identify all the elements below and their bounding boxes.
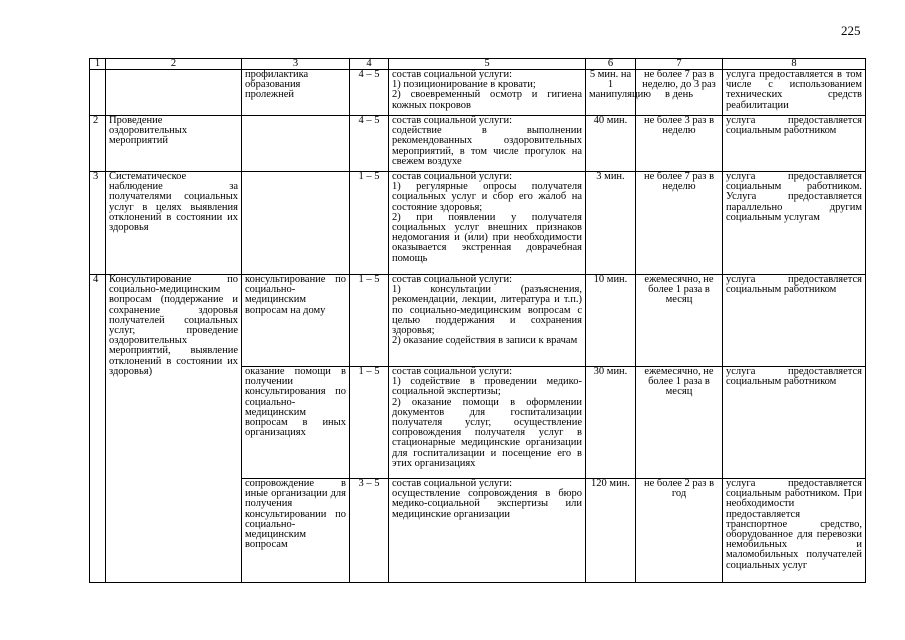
term: 3 – 5: [350, 479, 389, 583]
conditions: услуга предоставляется социальным работником: [723, 116, 866, 172]
header-cell: 4: [350, 59, 389, 70]
header-cell: 7: [636, 59, 723, 70]
sub-service: консультирование по социально-медицинским вопросам на дому: [242, 275, 350, 367]
duration: 40 мин.: [586, 116, 636, 172]
table-row: [90, 70, 866, 116]
service-content: состав социальной услуги: 1) позиционирование в кровати; 2) своевременный осмотр и гигиена кожных покровов: [389, 70, 586, 116]
term: 1 – 5: [350, 367, 389, 479]
service-content: состав социальной услуги: 1) содействие в проведении медико-социальной экспертизы; 2) оказание помощи в оформлении документов для госпитализации получателя услуг, осуществление сопровождения получателя услуг в стационарные медицинские организации для госпитализации и посещение его в этих организациях: [389, 367, 586, 479]
sub-service: профилактика образования пролежней: [242, 70, 350, 116]
service-name: [106, 70, 242, 116]
row-number: 2: [90, 116, 106, 172]
sub-service: оказание помощи в получении консультирования по социально-медицинским вопросам в иных организациях: [242, 367, 350, 479]
duration: 30 мин.: [586, 367, 636, 479]
conditions: услуга предоставляется социальным работником: [723, 275, 866, 367]
header-row: [90, 59, 866, 70]
conditions: услуга предоставляется социальным работником. Услуга предоставляется параллельно другим социальным услугам: [723, 172, 866, 275]
service-content: состав социальной услуги: 1) консультации (разъяснения, рекомендации, лекции, литература и т.п.) по социально-медицинским вопросам с целью поддержания и сохранения здоровья; 2) оказание содействия в записи к врачам: [389, 275, 586, 367]
sub-service: [242, 116, 350, 172]
periodicity: не более 2 раз в год: [636, 479, 723, 583]
sub-service: [242, 172, 350, 275]
duration: 10 мин.: [586, 275, 636, 367]
service-content: состав социальной услуги: содействие в выполнении рекомендованных оздоровительных мероприятий, в том числе прогулок на свежем воздухе: [389, 116, 586, 172]
service-name: Систематическое наблюдение за получателями социальных услуг в целях выявления отклонений в состоянии их здоровья: [106, 172, 242, 275]
duration: 120 мин.: [586, 479, 636, 583]
periodicity: ежемесячно, не более 1 раза в месяц: [636, 275, 723, 367]
term: 4 – 5: [350, 116, 389, 172]
periodicity: не более 7 раз в неделю, до 3 раз в день: [636, 70, 723, 116]
term: 4 – 5: [350, 70, 389, 116]
row-number: 4: [90, 275, 106, 583]
periodicity: не более 7 раз в неделю: [636, 172, 723, 275]
row-number: [90, 70, 106, 116]
table-row: [90, 172, 866, 275]
row-number: 3: [90, 172, 106, 275]
duration: 5 мин. на 1 манипуляцию: [586, 70, 636, 116]
header-cell: 1: [90, 59, 106, 70]
periodicity: ежемесячно, не более 1 раза в месяц: [636, 367, 723, 479]
page-number: 225: [841, 23, 861, 38]
header-cell: 2: [106, 59, 242, 70]
conditions: услуга предоставляется социальным работником. При необходимости предоставляется транспортное средство, оборудованное для перевозки немобильных и маломобильных получателей социальных услуг: [723, 479, 866, 583]
header-cell: 6: [586, 59, 636, 70]
table-row: [90, 275, 866, 367]
sub-service: сопровождение в иные организации для получения консультировании по социально-медицинским вопросам: [242, 479, 350, 583]
periodicity: не более 3 раз в неделю: [636, 116, 723, 172]
duration: 3 мин.: [586, 172, 636, 275]
services-table: [89, 58, 866, 583]
header-cell: 8: [723, 59, 866, 70]
service-name: Проведение оздоровительных мероприятий: [106, 116, 242, 172]
service-content: состав социальной услуги: осуществление сопровождения в бюро медико-социальной экспертизы или медицинские организации: [389, 479, 586, 583]
conditions: услуга предоставляется в том числе с использованием технических средств реабилитации: [723, 70, 866, 116]
header-cell: 5: [389, 59, 586, 70]
term: 1 – 5: [350, 172, 389, 275]
service-name: Консультирование по социально-медицинским вопросам (поддержание и сохранение здоровья получателей социальных услуг, проведение оздоровительных мероприятий, выявление отклонений в состоянии их здоровья): [106, 275, 242, 583]
header-cell: 3: [242, 59, 350, 70]
term: 1 – 5: [350, 275, 389, 367]
conditions: услуга предоставляется социальным работником: [723, 367, 866, 479]
table-row: [90, 116, 866, 172]
service-content: состав социальной услуги: 1) регулярные опросы получателя социальных услуг и сбор его жалоб на состояние здоровья; 2) при появлении у получателя социальных услуг внешних признаков недомогания и (или) при необходимости оказывается экстренная доврачебная помощь: [389, 172, 586, 275]
